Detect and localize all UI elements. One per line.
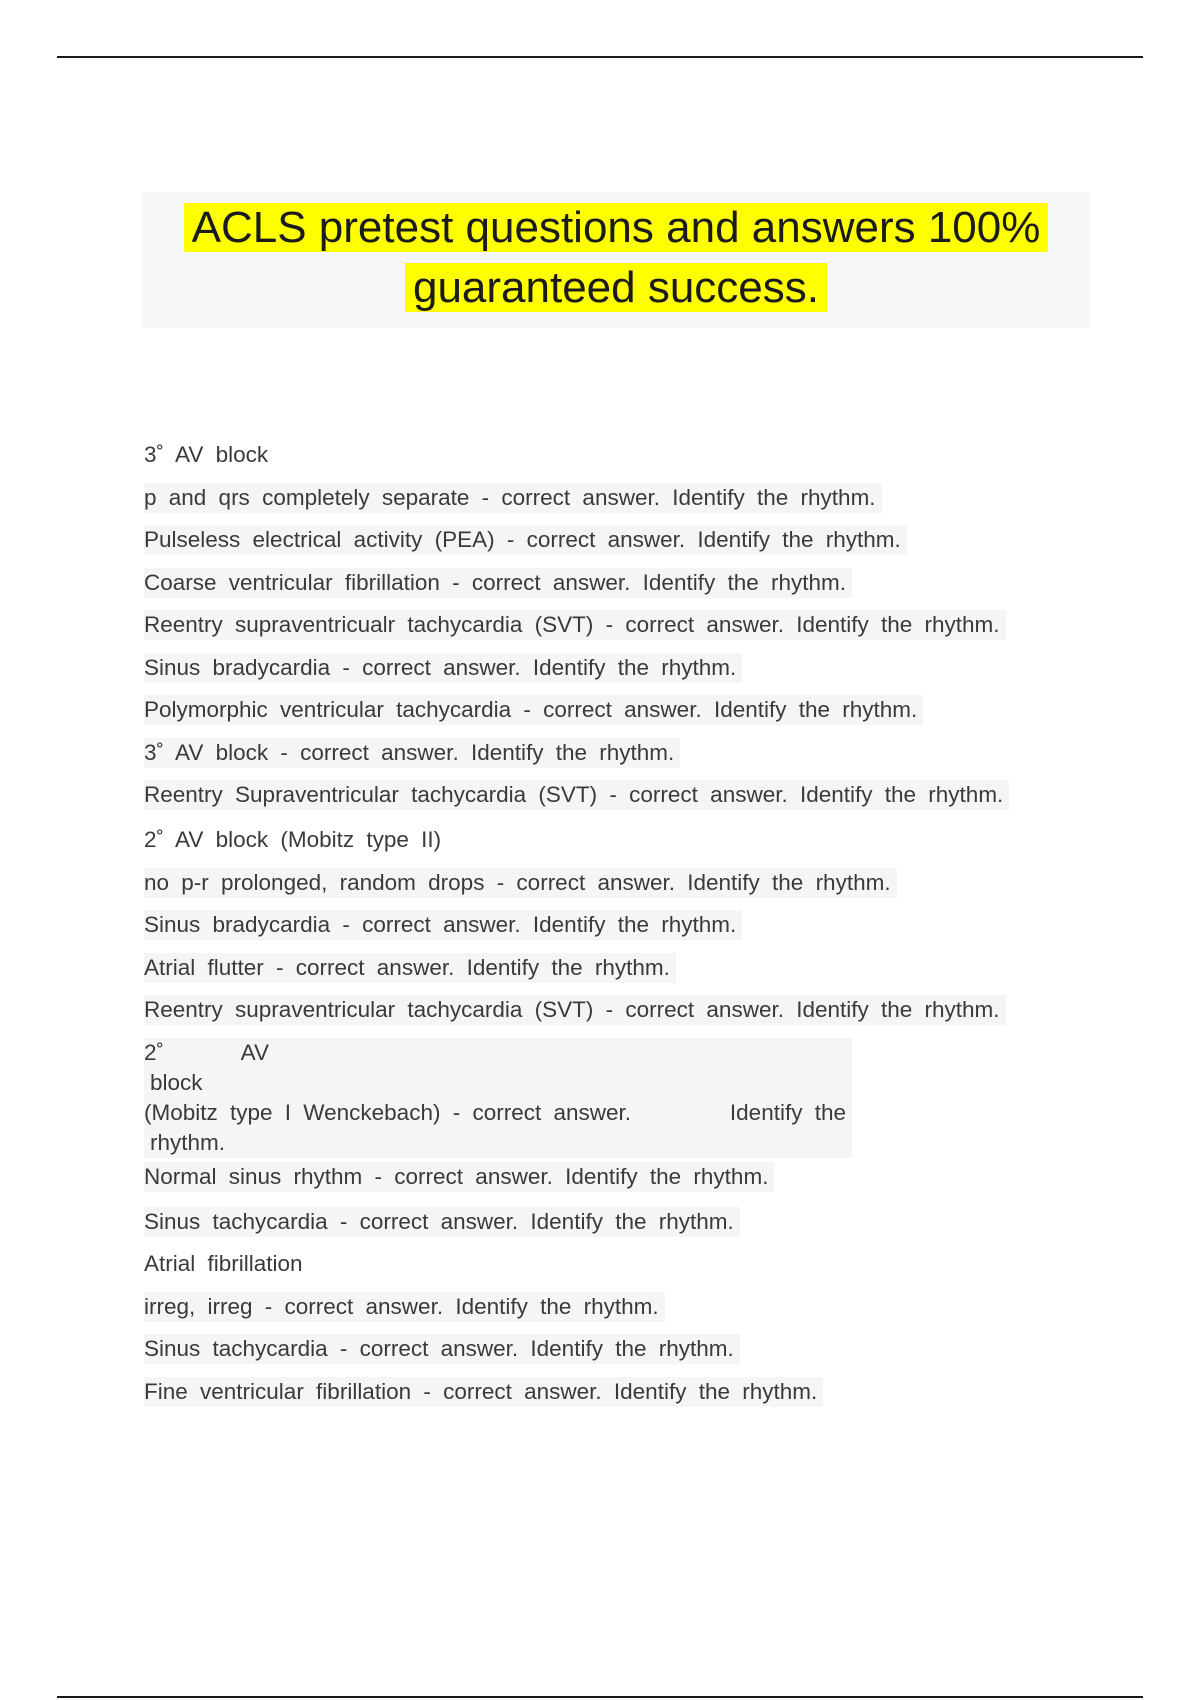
list-item: Fine ventricular fibrillation - correct answer. Identify the rhythm. [144, 1377, 823, 1407]
document-title [142, 192, 1090, 328]
list-item: irreg, irreg - correct answer. Identify the rhythm. [144, 1292, 665, 1322]
wrapped-part: Identify the [729, 1099, 846, 1125]
question-list [144, 440, 1084, 1419]
list-item: Reentry Supraventricular tachycardia (SVT) - correct answer. Identify the rhythm. [144, 780, 1009, 810]
top-rule [57, 56, 1143, 58]
list-item: Sinus bradycardia - correct answer. Identify the rhythm. [144, 910, 742, 940]
list-item: 3˚ AV block [144, 442, 269, 467]
list-item: Reentry supraventricualr tachycardia (SVT) - correct answer. Identify the rhythm. [144, 610, 1006, 640]
list-item: Reentry supraventricular tachycardia (SVT) - correct answer. Identify the rhythm. [144, 995, 1006, 1025]
wrapped-part: 2˚ [144, 1039, 165, 1065]
wrapped-part: rhythm. [150, 1129, 226, 1155]
wrapped-list-item [144, 1038, 1084, 1162]
wrapped-part: block [150, 1069, 203, 1095]
list-item: Pulseless electrical activity (PEA) - correct answer. Identify the rhythm. [144, 525, 907, 555]
bottom-rule [57, 1696, 1143, 1698]
list-item: Sinus tachycardia - correct answer. Identify the rhythm. [144, 1334, 740, 1364]
list-item: Normal sinus rhythm - correct answer. Identify the rhythm. [144, 1162, 774, 1192]
list-item: Sinus bradycardia - correct answer. Identify the rhythm. [144, 653, 742, 683]
list-item: p and qrs completely separate - correct answer. Identify the rhythm. [144, 483, 882, 513]
list-item: Atrial fibrillation [144, 1251, 303, 1276]
wrapped-part: (Mobitz type I Wenckebach) - correct answer. [144, 1099, 631, 1125]
list-item: Polymorphic ventricular tachycardia - correct answer. Identify the rhythm. [144, 695, 923, 725]
list-item: Coarse ventricular fibrillation - correct answer. Identify the rhythm. [144, 568, 852, 598]
title-line-2: guaranteed success. [405, 263, 827, 312]
list-item: 3˚ AV block - correct answer. Identify the rhythm. [144, 738, 680, 768]
list-item: 2˚ AV block (Mobitz type II) [144, 827, 442, 852]
wrapped-part: AV [240, 1039, 269, 1065]
list-item: Atrial flutter - correct answer. Identify the rhythm. [144, 953, 676, 983]
title-line-1: ACLS pretest questions and answers 100% [184, 203, 1049, 252]
list-item: no p-r prolonged, random drops - correct answer. Identify the rhythm. [144, 868, 897, 898]
list-item: Sinus tachycardia - correct answer. Identify the rhythm. [144, 1207, 740, 1237]
